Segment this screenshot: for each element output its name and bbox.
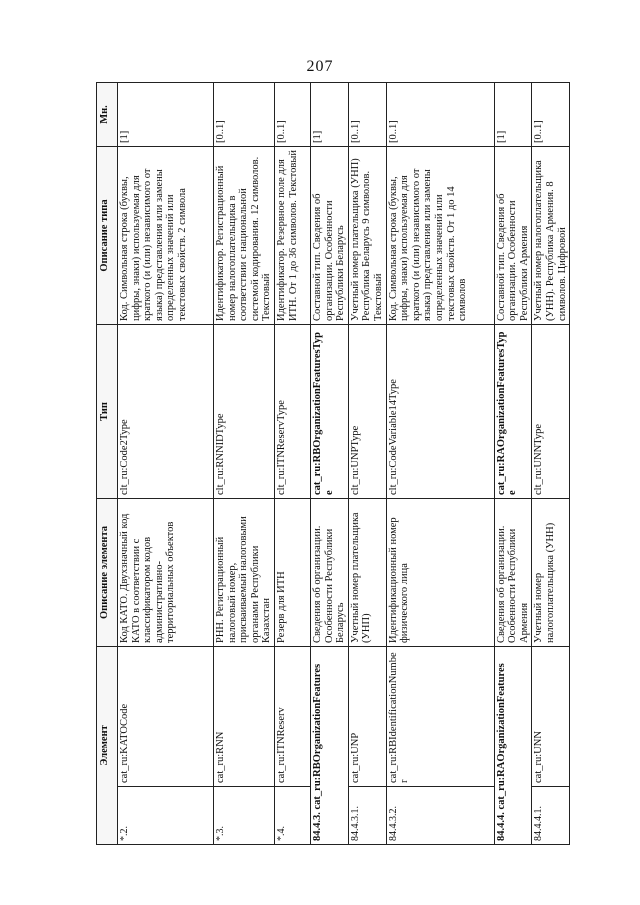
header-element: Элемент — [97, 647, 118, 845]
element-name: cat_ru:UNN — [532, 647, 570, 787]
element-type: clt_ru:RNNIDType — [214, 325, 275, 499]
page-number: 207 — [306, 58, 334, 75]
row-number: *.2. — [118, 787, 214, 845]
element-description: Сведения об организации. Особенности Республики Армения — [494, 499, 532, 647]
header-type: Тип — [97, 325, 118, 499]
element-description: Код КАТО. Двухзначный код КАТО в соответствии с классификатором кодов административно-территориальных объектов — [118, 499, 214, 647]
element-spec-table — [96, 82, 570, 845]
type-description: Учетный номер налогоплательщика (УНН). Республика Армения. 8 символов. Цифровой — [532, 147, 570, 325]
table-row — [532, 83, 570, 845]
multiplicity: [1] — [310, 83, 348, 147]
multiplicity: [1] — [118, 83, 214, 147]
multiplicity: [0..1] — [214, 83, 275, 147]
element-description: Учетный номер налогоплательщика (УНН) — [532, 499, 570, 647]
element-description: Учетный номер плательщика (УНП) — [348, 499, 386, 647]
element-name: cat_ru:UNP — [348, 647, 386, 787]
row-number: 84.4.3.1. — [348, 787, 386, 845]
group-header-cell — [310, 647, 348, 845]
element-type: clt_ru:ITNReservType — [274, 325, 310, 499]
type-description: Код. Символьная строка (буквы, цифры, знаки) используемая для краткого (и (или) независимого от языка) представления или замены определенных значений или текстовых свойств. 2 символа — [118, 147, 214, 325]
row-number: 84.4.3. — [311, 812, 323, 841]
table-row — [494, 83, 532, 845]
table-row — [348, 83, 386, 845]
element-type: clt_ru:UNNType — [532, 325, 570, 499]
element-description: Сведения об организации. Особенности Республики Беларусь — [310, 499, 348, 647]
row-number: 84.4.4. — [495, 812, 507, 841]
row-number: 84.4.4.1. — [532, 787, 570, 845]
type-description: Составной тип. Сведения об организации. Особенности Республики Беларусь — [310, 147, 348, 325]
element-description: Резерв для ИТН — [274, 499, 310, 647]
multiplicity: [0..1] — [348, 83, 386, 147]
element-type: clt_ru:UNPType — [348, 325, 386, 499]
element-type: cat_ru:RAOrganizationFeaturesType — [494, 325, 532, 499]
row-number: *.3. — [214, 787, 275, 845]
element-name: cat_ru:RAOrganizationFeatures — [495, 663, 507, 810]
table-header-row — [97, 83, 118, 845]
group-header-cell — [494, 647, 532, 845]
element-type: cat_ru:RBOrganizationFeaturesType — [310, 325, 348, 499]
multiplicity: [0..1] — [386, 83, 494, 147]
element-description: РНН. Регистрационный налоговый номер, присваиваемый налоговыми органами Республики Казахстан — [214, 499, 275, 647]
table-row — [118, 83, 214, 845]
table-row — [386, 83, 494, 845]
element-type: clt_ru:Code2Type — [118, 325, 214, 499]
header-type-description: Описание типа — [97, 147, 118, 325]
type-description: Идентификатор. Регистрационный номер налогоплательщика в соответствии с национальной системой кодирования. 12 символов. Текстовый — [214, 147, 275, 325]
element-description: Идентификационный номер физического лица — [386, 499, 494, 647]
multiplicity: [0..1] — [532, 83, 570, 147]
element-name: cat_ru:KATOCode — [118, 647, 214, 787]
table-row — [214, 83, 275, 845]
rotated-table-container — [96, 83, 568, 845]
row-number: *.4. — [274, 787, 310, 845]
type-description: Идентификатор. Резервное поле для ИТН. От 1 до 36 символов. Текстовый — [274, 147, 310, 325]
type-description: Учетный номер плательщика (УНП) Республика Беларусь 9 символов. Текстовый — [348, 147, 386, 325]
header-element-description: Описание элемента — [97, 499, 118, 647]
header-multiplicity: Мн. — [97, 83, 118, 147]
multiplicity: [0..1] — [274, 83, 310, 147]
element-name: cat_ru:RBIdentificationNumber — [386, 647, 494, 787]
table-row — [274, 83, 310, 845]
element-type: clt_ru:CodeVariable14Type — [386, 325, 494, 499]
element-name: cat_ru:ITNReserv — [274, 647, 310, 787]
type-description: Составной тип. Сведения об организации. Особенности Республики Армения — [494, 147, 532, 325]
multiplicity: [1] — [494, 83, 532, 147]
type-description: Код. Символьная строка (буквы, цифры, знаки) используемая для краткого (и (или) независимого от языка) представления или замены определенных значений или текстовых свойств. От 1 до 14 символов — [386, 147, 494, 325]
element-name: cat_ru:RNN — [214, 647, 275, 787]
table-row — [310, 83, 348, 845]
row-number: 84.4.3.2. — [386, 787, 494, 845]
element-name: cat_ru:RBOrganizationFeatures — [311, 663, 323, 810]
